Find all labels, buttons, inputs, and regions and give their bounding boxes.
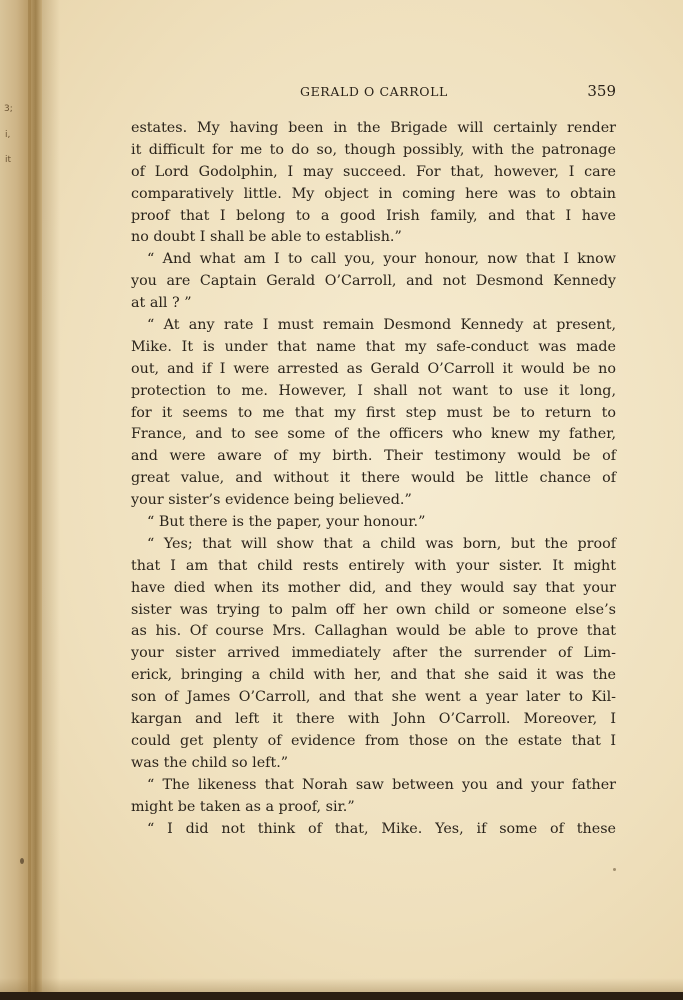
- text-line: you are Captain Gerald O’Carroll, and not Desmond Kennedy: [131, 273, 616, 290]
- book-gutter: [0, 0, 42, 1000]
- text-line: “ And what am I to call you, your honour, now that I know: [147, 251, 616, 268]
- text-line: “ At any rate I must remain Desmond Kennedy at present,: [147, 317, 616, 334]
- text-line: “ The likeness that Norah saw between you and your father: [147, 776, 616, 793]
- text-line: estates. My having been in the Brigade will certainly render: [131, 120, 616, 136]
- bottom-shadow: [0, 978, 683, 992]
- text-line: at all ? ”: [131, 295, 192, 312]
- text-line: sister was trying to palm off her own child or someone else’s: [131, 601, 616, 618]
- text-line: as his. Of course Mrs. Callaghan would be able to prove that: [131, 623, 616, 640]
- running-title: GERALD O CARROLL: [300, 84, 448, 99]
- text-line: kargan and left it there with John O’Carroll. Moreover, I: [131, 711, 616, 728]
- margin-mark: i,: [5, 130, 11, 140]
- gutter-shadow: [42, 0, 60, 1000]
- page-header: [130, 84, 620, 104]
- text-line: might be taken as a proof, sir.”: [131, 798, 355, 815]
- text-line: no doubt I shall be able to establish.”: [131, 229, 402, 246]
- text-line: “ Yes; that will show that a child was born, but the proof: [147, 535, 616, 552]
- body-text: [131, 118, 616, 840]
- text-line: could get plenty of evidence from those on the estate that I: [131, 732, 616, 749]
- text-line: your sister arrived immediately after the surrender of Lim-: [131, 645, 616, 662]
- paper-speck: [613, 868, 616, 871]
- text-line: it difficult for me to do so, though possibly, with the patronage: [131, 141, 616, 158]
- text-line: France, and to see some of the officers who knew my father,: [131, 426, 616, 443]
- text-line: great value, and without it there would be little chance of: [131, 470, 616, 487]
- text-line: your sister’s evidence being believed.”: [131, 492, 412, 509]
- text-line: of Lord Godolphin, I may succeed. For that, however, I care: [131, 163, 616, 180]
- text-line: “ I did not think of that, Mike. Yes, if some of these: [147, 820, 616, 837]
- text-line: and were aware of my birth. Their testimony would be of: [131, 448, 616, 465]
- text-line: Mike. It is under that name that my safe-conduct was made: [131, 338, 616, 355]
- margin-mark: it: [5, 155, 12, 165]
- text-line: son of James O’Carroll, and that she went a year later to Kil-: [131, 689, 616, 706]
- gutter-fold-line: [28, 0, 31, 1000]
- text-line: have died when its mother did, and they would say that your: [131, 579, 616, 596]
- margin-mark: 3;: [4, 104, 13, 114]
- text-line: out, and if I were arrested as Gerald O’Carroll it would be no: [131, 360, 616, 377]
- text-line: “ But there is the paper, your honour.”: [147, 514, 426, 531]
- text-line: for it seems to me that my first step must be to return to: [131, 404, 616, 421]
- page-number: 359: [587, 82, 616, 100]
- text-line: protection to me. However, I shall not want to use it long,: [131, 382, 616, 399]
- text-line: erick, bringing a child with her, and that she said it was the: [131, 667, 616, 684]
- text-line: proof that I belong to a good Irish family, and that I have: [131, 207, 616, 224]
- paper-speck: [20, 858, 24, 864]
- text-line: comparatively little. My object in coming here was to obtain: [131, 185, 616, 202]
- scan-bottom-edge: [0, 992, 683, 1000]
- text-line: that I am that child rests entirely with your sister. It might: [131, 557, 616, 574]
- text-line: was the child so left.”: [131, 754, 289, 771]
